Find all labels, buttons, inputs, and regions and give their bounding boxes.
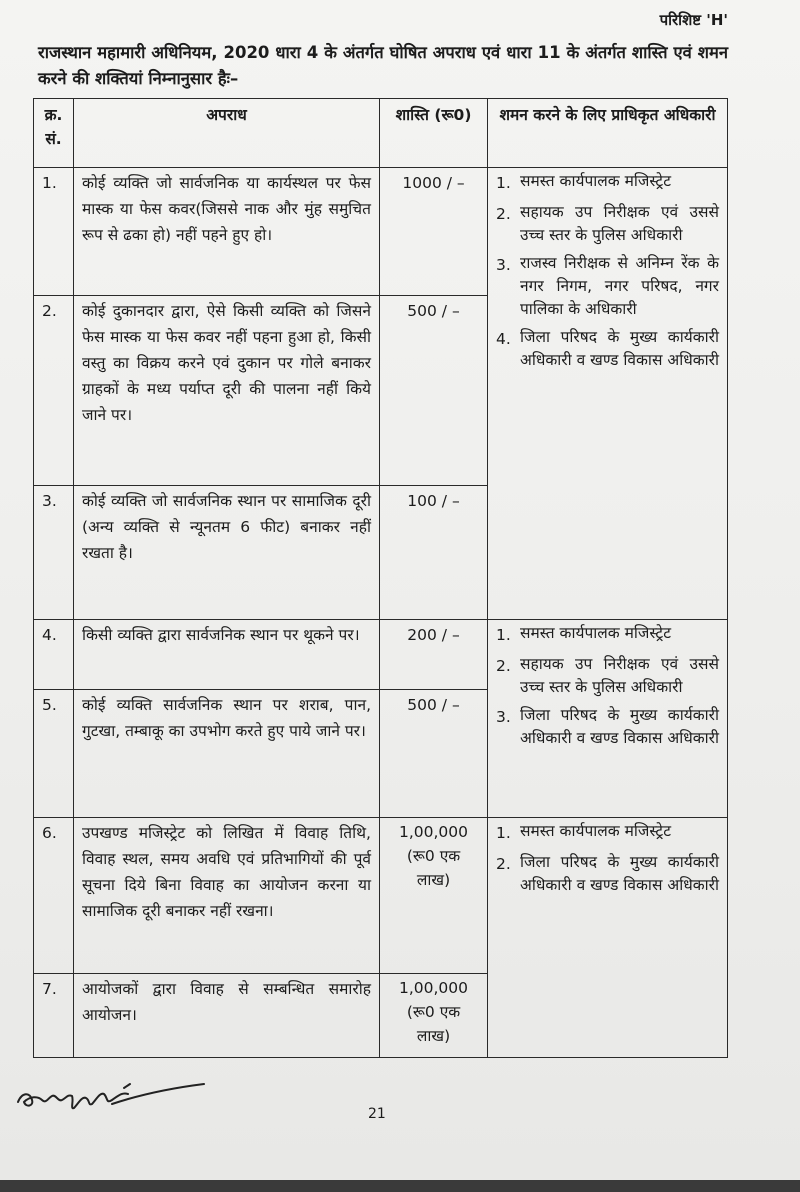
authority-item: 2. सहायक उप निरीक्षक एवं उससे उच्च स्तर के पुलिस अधिकारी [496,203,719,244]
authority-list [496,820,719,897]
authority-cell-group-3 [488,818,728,1058]
bottom-edge [0,1180,800,1192]
authority-item: 1. समस्त कार्यपालक मजिस्ट्रेट [496,172,672,192]
row-offence: कोई व्यक्ति जो सार्वजनिक या कार्यस्थल पर फेस मास्क या फेस कवर(जिससे नाक और मुंह समुचित रूप से ढका हो) नहीं पहने हुए हो। [74,168,380,296]
row-penalty [380,818,488,974]
authority-item: 3. राजस्व निरीक्षक से अनिम्न रेंक के नगर निगम, नगर परिषद, नगर पालिका के अधिकारी [496,254,719,318]
row-penalty [380,974,488,1058]
authority-item: 2. जिला परिषद के मुख्य कार्यकारी अधिकारी व खण्ड विकास अधिकारी [496,853,720,894]
row-penalty: 1000 / – [380,168,488,296]
offences-table [33,98,728,1058]
table-row [34,818,728,974]
penalty-words: (रू0 एक लाख) [406,847,461,889]
row-sno: 3. [34,486,74,620]
row-sno: 2. [34,296,74,486]
row-offence: कोई व्यक्ति सार्वजनिक स्थान पर शराब, पान, गुटखा, तम्बाकू का उपभोग करते हुए पाये जाने पर। [74,690,380,818]
penalty-amount: 1,00,000 [398,979,469,997]
row-penalty: 200 / – [380,620,488,690]
header-sno: क्र. सं. [34,99,74,168]
penalty-amount: 1,00,000 [398,823,469,841]
row-sno: 6. [34,818,74,974]
authority-list [496,622,719,750]
row-offence: किसी व्यक्ति द्वारा सार्वजनिक स्थान पर थूकने पर। [74,620,380,690]
row-penalty: 100 / – [380,486,488,620]
authority-cell-group-1 [488,168,728,620]
row-sno: 7. [34,974,74,1058]
header-penalty: शास्ति (रू0) [380,99,488,168]
document-heading: राजस्थान महामारी अधिनियम, 2020 धारा 4 के अंतर्गत घोषित अपराध एवं धारा 11 के अंतर्गत शास्ति एवं शमन करने की शक्तियां निम्नानुसार हैः– [38,43,728,88]
header-offence: अपराध [74,99,380,168]
row-offence: कोई दुकानदार द्वारा, ऐसे किसी व्यक्ति को जिसने फेस मास्क या फेस कवर नहीं पहना हुआ हो, किसी वस्तु का विक्रय करने एवं दुकान पर गोले बनाकर ग्राहकों के मध्य पर्याप्त दूरी की पालना नहीं किये जाने पर। [74,296,380,486]
row-offence: उपखण्ड मजिस्ट्रेट को लिखित में विवाह तिथि, विवाह स्थल, समय अवधि एवं प्रतिभागियों की पूर्व सूचना दिये बिना विवाह का आयोजन करना या सामाजिक दूरी बनाकर नहीं रखना। [74,818,380,974]
handwritten-signature [12,1070,212,1130]
authority-item: 4. जिला परिषद के मुख्य कार्यकारी अधिकारी व खण्ड विकास अधिकारी [496,328,720,369]
authority-item: 1. समस्त कार्यपालक मजिस्ट्रेट [496,624,672,644]
row-offence: कोई व्यक्ति जो सार्वजनिक स्थान पर सामाजिक दूरी (अन्य व्यक्ति से न्यूनतम 6 फीट) बनाकर नहीं रखता है। [74,486,380,620]
table-header-row [34,99,728,168]
authority-list [496,170,719,372]
row-offence: आयोजकों द्वारा विवाह से सम्बन्धित समारोह आयोजन। [74,974,380,1058]
row-sno: 4. [34,620,74,690]
row-penalty: 500 / – [380,296,488,486]
authority-item: 1. समस्त कार्यपालक मजिस्ट्रेट [496,822,672,842]
page-number: 21 [368,1106,386,1122]
penalty-words: (रू0 एक लाख) [406,1003,461,1045]
row-sno: 5. [34,690,74,818]
row-penalty: 500 / – [380,690,488,818]
row-sno: 1. [34,168,74,296]
header-authority: शमन करने के लिए प्राधिकृत अधिकारी [488,99,728,168]
appendix-label: परिशिष्ट 'H' [659,11,728,29]
authority-item: 3. जिला परिषद के मुख्य कार्यकारी अधिकारी व खण्ड विकास अधिकारी [496,706,720,747]
authority-item: 2. सहायक उप निरीक्षक एवं उससे उच्च स्तर के पुलिस अधिकारी [496,655,719,696]
authority-cell-group-2 [488,620,728,818]
table-row [34,620,728,690]
table-row [34,168,728,296]
